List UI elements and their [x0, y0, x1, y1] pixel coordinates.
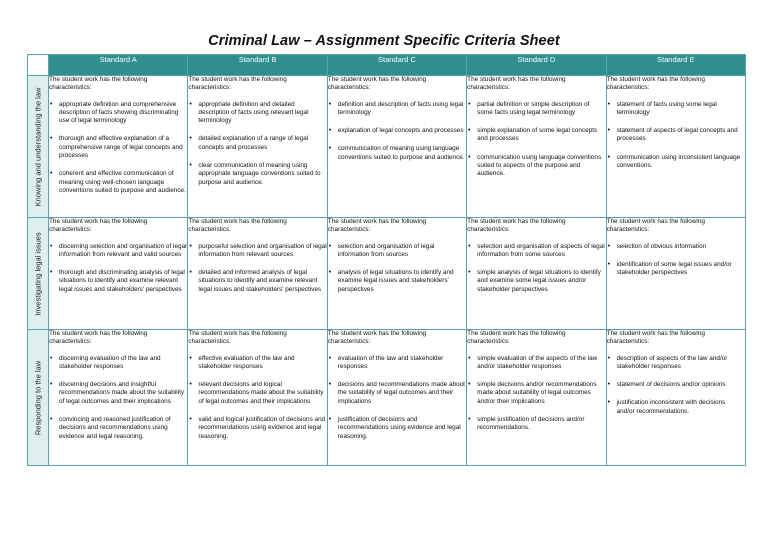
cell-intro: The student work has the following characteristics:	[606, 330, 705, 346]
cell-intro: The student work has the following characteristics:	[606, 76, 705, 92]
cell-intro: The student work has the following characteristics:	[188, 218, 287, 234]
cell-intro: The student work has the following characteristics:	[188, 76, 287, 92]
criteria-item: • simple explanation of some legal concepts and processes	[467, 127, 605, 144]
criteria-item: • definition and description of facts using legal terminology	[328, 101, 466, 118]
criteria-cell	[188, 76, 327, 218]
criteria-item: • justification inconsistent with decisions and/or recommendations.	[607, 399, 745, 416]
criteria-cell	[49, 76, 188, 218]
criteria-item: • statement of aspects of legal concepts and processes	[607, 127, 745, 144]
table-row	[28, 76, 746, 218]
criteria-item: • selection and organisation of aspects of legal information from some sources	[467, 243, 605, 260]
criteria-table	[27, 54, 746, 466]
row-label-cell	[28, 330, 49, 466]
criteria-item: • purposeful selection and organisation of legal information from relevant sources	[188, 243, 326, 260]
criteria-item: • simple evaluation of the aspects of the law and/or stakeholder responses	[467, 355, 605, 372]
criteria-cell	[49, 218, 188, 330]
cell-intro: The student work has the following characteristics:	[467, 76, 566, 92]
criteria-item: • convincing and reasoned justification of decisions and recommendations using evidence and legal reasoning.	[49, 416, 187, 441]
criteria-cell	[606, 330, 745, 466]
cell-intro: The student work has the following characteristics:	[49, 76, 148, 92]
criteria-item: • decisions and recommendations made about the suitability of legal outcomes and their implications	[328, 381, 466, 406]
criteria-cell	[606, 76, 745, 218]
criteria-item: • communication of meaning using language conventions suited to purpose and audience.	[328, 145, 466, 162]
criteria-item: • thorough and effective explanation of a comprehensive range of legal concepts and processes	[49, 135, 187, 160]
row-label-cell	[28, 218, 49, 330]
criteria-item: • identification of some legal issues and/or stakeholder perspectives	[607, 261, 745, 278]
criteria-item: • discerning evaluation of the law and stakeholder responses	[49, 355, 187, 372]
criteria-item: • partial definition or simple description of some facts using legal terminology	[467, 101, 605, 118]
criteria-item: • detailed explanation of a range of legal concepts and processes	[188, 135, 326, 152]
criteria-item: • communication using language conventions suited to aspects of the purpose and audience.	[467, 154, 605, 179]
header-standard-b: Standard B	[188, 55, 327, 76]
criteria-item: • appropriate definition and comprehensive description of facts showing discriminating use of legal terminology	[49, 101, 187, 126]
cell-intro: The student work has the following characteristics:	[188, 330, 287, 346]
cell-intro: The student work has the following characteristics:	[49, 330, 148, 346]
criteria-cell	[327, 218, 466, 330]
criteria-item: • simple analysis of legal situations to identify and examine some legal issues and/or stakeholder perspectives	[467, 269, 605, 294]
header-standard-a: Standard A	[49, 55, 188, 76]
header-standard-e: Standard E	[606, 55, 745, 76]
criteria-item: • detailed and informed analysis of legal situations to identify and examine relevant legal issues and stakeholders' perspectives	[188, 269, 326, 294]
criteria-cell	[327, 330, 466, 466]
cell-intro: The student work has the following characteristics:	[606, 218, 705, 234]
criteria-item: • effective evaluation of the law and stakeholder responses	[188, 355, 326, 372]
criteria-item: • communication using inconsistent language conventions.	[607, 154, 745, 171]
page-title: Criminal Law – Assignment Specific Criteria Sheet	[208, 33, 560, 49]
corner-cell	[28, 55, 49, 76]
criteria-item: • clear communication of meaning using appropriate language conventions suited to purpose and audience.	[188, 162, 326, 187]
row-label: Knowing and understanding the law	[33, 87, 43, 206]
criteria-cell	[188, 218, 327, 330]
criteria-cell	[467, 218, 606, 330]
criteria-item: • thorough and discriminating analysis of legal situations to identify and examine relevant legal issues and stakeholders' perspectives	[49, 269, 187, 294]
criteria-item: • simple decisions and/or recommendations made about suitability of legal outcomes and/or their implications	[467, 381, 605, 406]
criteria-cell	[467, 330, 606, 466]
criteria-cell	[49, 330, 188, 466]
criteria-cell	[188, 330, 327, 466]
header-row	[28, 55, 746, 76]
cell-intro: The student work has the following characteristics:	[327, 330, 427, 346]
criteria-item: • relevant decisions and logical recommendations made about the suitability of legal outcomes and their implications	[188, 381, 326, 406]
row-label: Investigating legal issues	[33, 231, 43, 316]
table-row	[28, 218, 746, 330]
criteria-item: • valid and logical justification of decisions and recommendations using evidence and legal reasoning.	[188, 416, 326, 441]
criteria-cell	[606, 218, 745, 330]
criteria-item: • appropriate definition and detailed description of facts using relevant legal terminology	[188, 101, 326, 126]
cell-intro: The student work has the following characteristics:	[467, 218, 566, 234]
criteria-cell	[327, 76, 466, 218]
criteria-item: • explanation of legal concepts and processes	[328, 127, 466, 135]
header-standard-c: Standard C	[327, 55, 466, 76]
row-label-cell	[28, 76, 49, 218]
cell-intro: The student work has the following characteristics:	[327, 76, 427, 92]
row-label: Responding to the law	[33, 360, 43, 435]
criteria-item: • statement of facts using some legal terminology	[607, 101, 745, 118]
criteria-item: • coherent and effective communication of meaning using well-chosen language conventions suited to purpose and audience.	[49, 170, 187, 195]
criteria-item: • evaluation of the law and stakeholder responses	[328, 355, 466, 372]
criteria-item: • selection of obvious information	[607, 243, 745, 251]
table-row	[28, 330, 746, 466]
criteria-item: • statement of decisions and/or opinions	[607, 381, 745, 389]
criteria-item: • discerning selection and organisation of legal information from relevant and valid sources	[49, 243, 187, 260]
cell-intro: The student work has the following characteristics:	[49, 218, 148, 234]
criteria-item: • discerning decisions and insightful recommendations made about the suitability of legal outcomes and their implications	[49, 381, 187, 406]
criteria-item: • analysis of legal situations to identify and examine legal issues and stakeholders' perspectives	[328, 269, 466, 294]
cell-intro: The student work has the following characteristics:	[467, 330, 566, 346]
header-standard-d: Standard D	[467, 55, 606, 76]
cell-intro: The student work has the following characteristics:	[327, 218, 427, 234]
criteria-item: • justification of decisions and recommendations using evidence and legal reasoning.	[328, 416, 466, 441]
criteria-item: • simple justification of decisions and/or recommendations.	[467, 416, 605, 433]
criteria-item: • selection and organisation of legal information from sources	[328, 243, 466, 260]
criteria-cell	[467, 76, 606, 218]
criteria-item: • description of aspects of the law and/or stakeholder responses	[607, 355, 745, 372]
